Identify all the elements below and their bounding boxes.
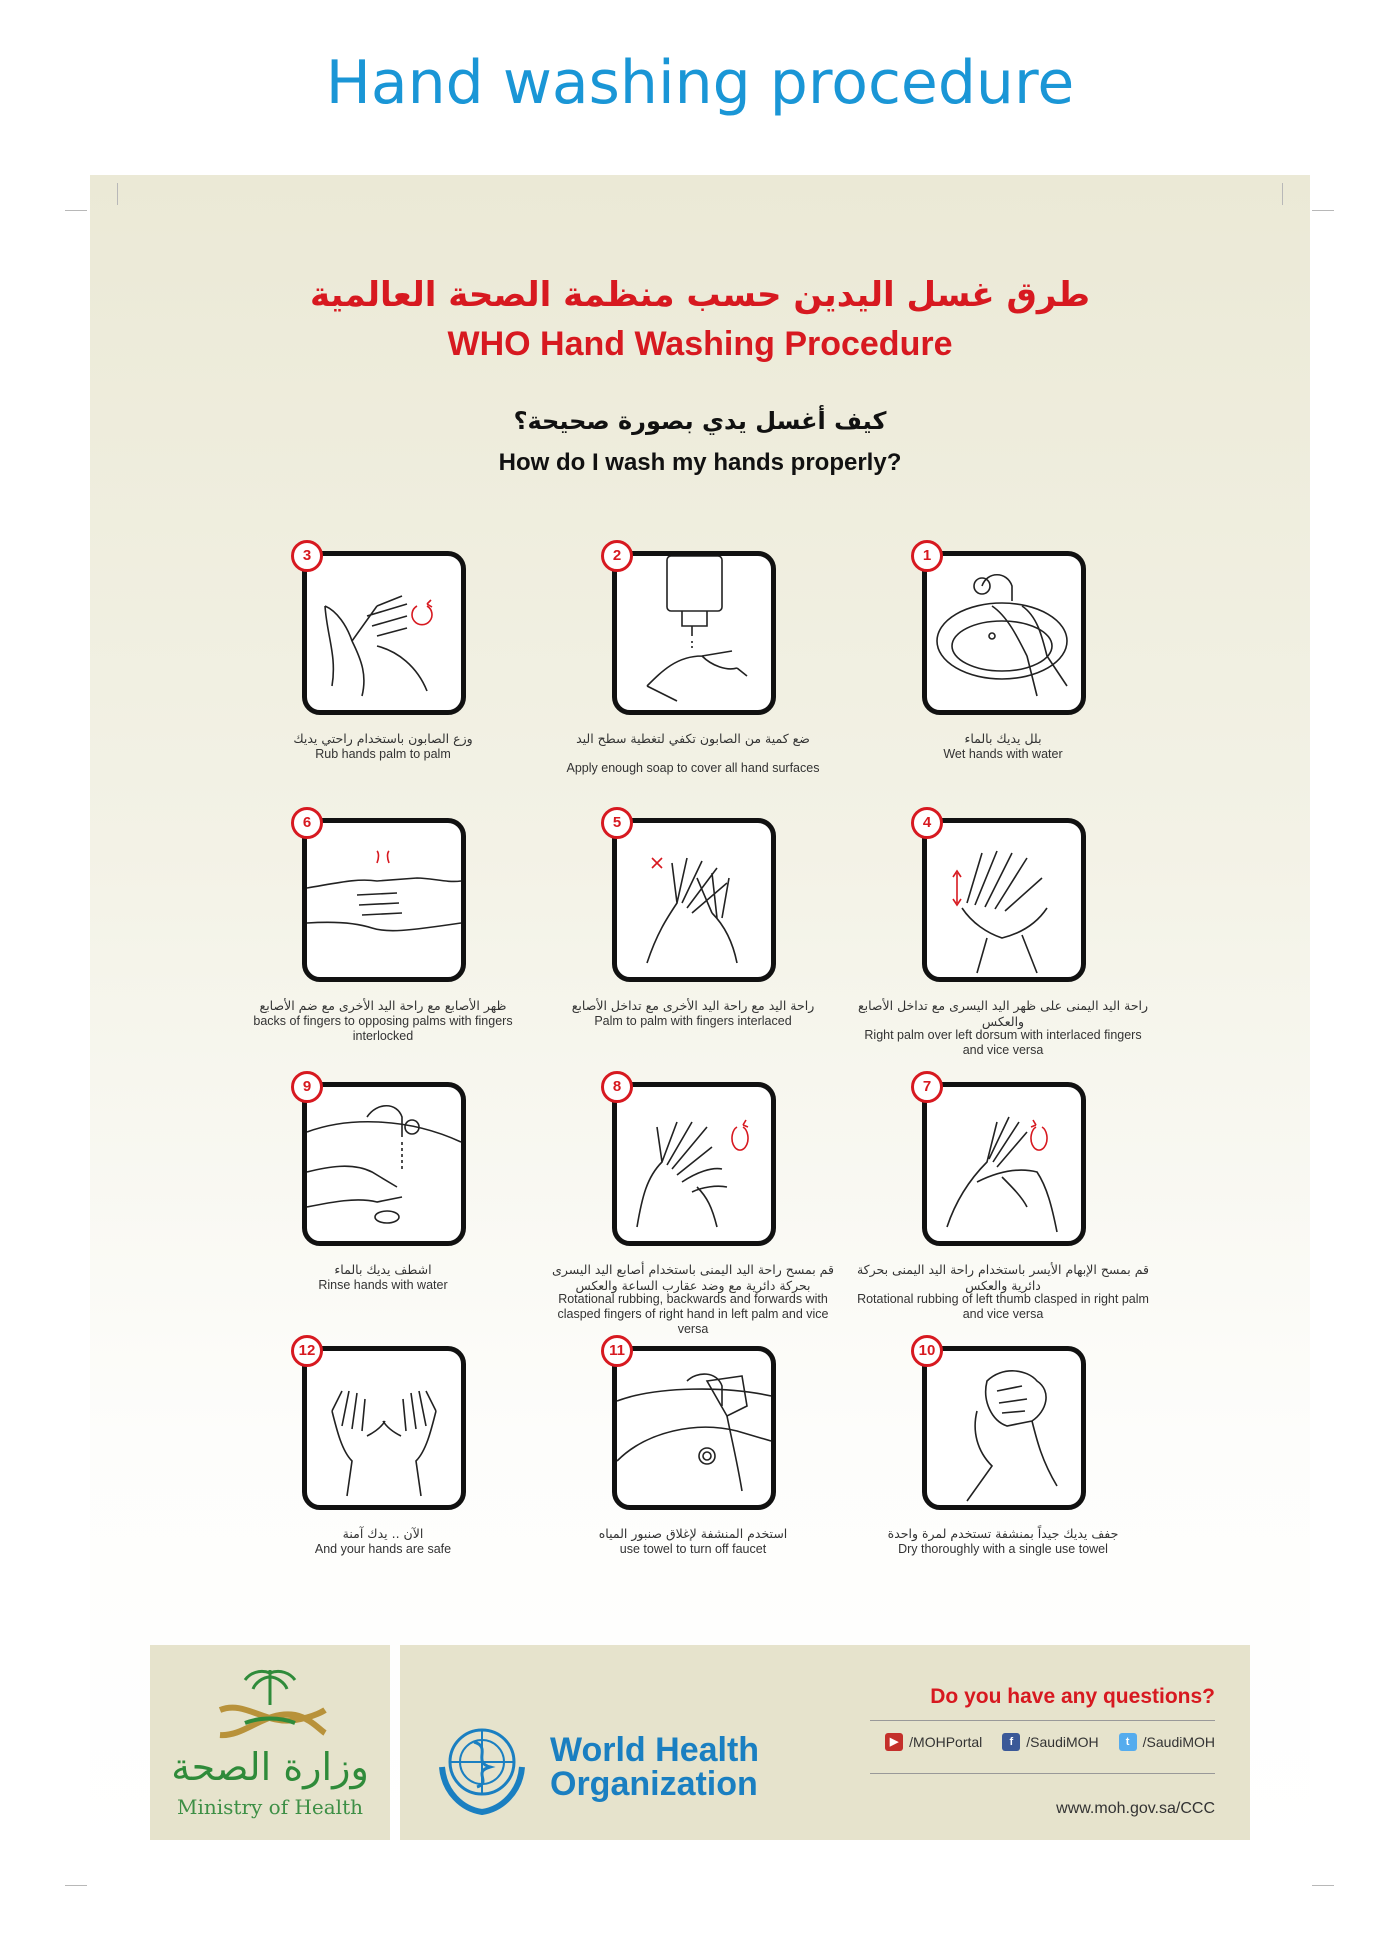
caption-arabic: ظهر الأصابع مع راحة اليد الأخرى مع ضم الأصابع bbox=[259, 998, 507, 1013]
title-arabic: طرق غسل اليدين حسب منظمة الصحة العالمية bbox=[309, 275, 1091, 315]
palm-over-dorsum-icon bbox=[922, 818, 1086, 982]
subtitle-arabic: كيف أغسل يدي بصورة صحيحة؟ bbox=[513, 407, 887, 435]
step-number: 4 bbox=[911, 807, 943, 839]
caption-english: Rub hands palm to palm bbox=[315, 747, 451, 761]
step-number: 1 bbox=[911, 540, 943, 572]
twitter-icon: t bbox=[1119, 1733, 1137, 1751]
caption-english: Dry thoroughly with a single use towel bbox=[898, 1542, 1108, 1556]
fingertips-rub-icon bbox=[612, 1082, 776, 1246]
crop-mark bbox=[1312, 210, 1334, 211]
caption-english: use towel to turn off faucet bbox=[619, 1542, 767, 1556]
caption-arabic: قم بمسح الإبهام الأيسر باستخدام راحة اليد اليمنى بحركة دائرية والعكس bbox=[856, 1262, 1150, 1293]
step-number: 5 bbox=[601, 807, 633, 839]
dry-towel-icon bbox=[922, 1346, 1086, 1510]
caption-arabic: راحة اليد اليمنى على ظهر اليد اليسرى مع تداخل الأصابع والعكس bbox=[857, 998, 1149, 1029]
caption-arabic: الآن .. يدك آمنة bbox=[342, 1526, 424, 1541]
who-name-line2: Organization bbox=[550, 1765, 758, 1803]
step-number: 7 bbox=[911, 1071, 943, 1103]
website-link[interactable]: www.moh.gov.sa/CCC bbox=[1056, 1800, 1215, 1817]
palm-to-palm-icon bbox=[302, 551, 466, 715]
step-number: 2 bbox=[601, 540, 633, 572]
twitter-link[interactable]: /SaudiMOH bbox=[1142, 1734, 1215, 1750]
step-number: 9 bbox=[291, 1071, 323, 1103]
caption-arabic: جفف يديك جيداً بمنشفة تستخدم لمرة واحدة bbox=[887, 1526, 1119, 1541]
caption-arabic: استخدم المنشفة لإغلاق صنبور المياه bbox=[598, 1526, 788, 1541]
towel-faucet-icon bbox=[612, 1346, 776, 1510]
step-number: 3 bbox=[291, 540, 323, 572]
caption-english: Rotational rubbing, backwards and forwards with clasped fingers of right hand in left palm and vice versa bbox=[557, 1292, 829, 1336]
who-name-line1: World Health bbox=[550, 1731, 760, 1769]
step-number: 12 bbox=[291, 1335, 323, 1367]
crop-mark bbox=[65, 210, 87, 211]
title-english: WHO Hand Washing Procedure bbox=[447, 325, 953, 363]
caption-english: Wet hands with water bbox=[943, 747, 1063, 761]
caption-arabic: بلل يديك بالماء bbox=[964, 731, 1042, 746]
fingers-interlaced-icon bbox=[612, 818, 776, 982]
divider bbox=[870, 1720, 1215, 1721]
rinse-hands-icon bbox=[302, 1082, 466, 1246]
step-number: 8 bbox=[601, 1071, 633, 1103]
moh-emblem-icon bbox=[205, 1665, 335, 1745]
crop-mark bbox=[65, 1885, 87, 1886]
youtube-link[interactable]: /MOHPortal bbox=[909, 1734, 983, 1750]
thumb-rub-icon bbox=[922, 1082, 1086, 1246]
caption-arabic: اشطف يديك بالماء bbox=[334, 1262, 432, 1277]
moh-name-arabic: وزارة الصحة bbox=[171, 1745, 369, 1789]
step-number: 10 bbox=[911, 1335, 943, 1367]
faucet-wet-hands-icon bbox=[922, 551, 1086, 715]
caption-english: Rinse hands with water bbox=[318, 1278, 448, 1292]
caption-english: Apply enough soap to cover all hand surfaces bbox=[566, 761, 820, 775]
caption-english: backs of fingers to opposing palms with fingers interlocked bbox=[253, 1014, 513, 1043]
step-number: 6 bbox=[291, 807, 323, 839]
caption-english: Right palm over left dorsum with interlaced fingers and vice versa bbox=[864, 1028, 1142, 1057]
crop-mark bbox=[117, 183, 118, 205]
caption-arabic: وزع الصابون باستخدام راحتي يديك bbox=[293, 731, 473, 746]
caption-english: And your hands are safe bbox=[314, 1542, 452, 1556]
moh-name-english: Ministry of Health bbox=[177, 1795, 363, 1819]
crop-mark bbox=[1282, 183, 1283, 205]
subtitle-english: How do I wash my hands properly? bbox=[498, 449, 902, 476]
questions-heading: Do you have any questions? bbox=[930, 1685, 1215, 1708]
facebook-link[interactable]: /SaudiMOH bbox=[1026, 1734, 1099, 1750]
who-name bbox=[550, 1733, 759, 1801]
who-emblem-icon bbox=[432, 1717, 532, 1817]
safe-hands-icon bbox=[302, 1346, 466, 1510]
caption-english: Palm to palm with fingers interlaced bbox=[594, 1014, 792, 1028]
page-title: Hand washing procedure bbox=[325, 48, 1075, 118]
contact-panel bbox=[400, 1645, 1250, 1840]
caption-arabic: راحة اليد مع راحة اليد الأخرى مع تداخل الأصابع bbox=[571, 998, 815, 1013]
soap-dispenser-icon bbox=[612, 551, 776, 715]
caption-arabic: قم بمسح راحة اليد اليمنى باستخدام أصابع اليد اليسرى بحركة دائرية مع وضد عقارب الساعة والعكس bbox=[552, 1262, 834, 1293]
step-number: 11 bbox=[601, 1335, 633, 1367]
fingers-interlocked-icon bbox=[302, 818, 466, 982]
moh-logo-panel bbox=[150, 1645, 390, 1840]
caption-arabic: ضع كمية من الصابون تكفي لتغطية سطح اليد bbox=[576, 731, 810, 746]
divider bbox=[870, 1773, 1215, 1774]
poster bbox=[90, 175, 1310, 1855]
youtube-icon: ▶ bbox=[885, 1733, 903, 1751]
crop-mark bbox=[1312, 1885, 1334, 1886]
caption-english: Rotational rubbing of left thumb clasped in right palm and vice versa bbox=[857, 1292, 1149, 1321]
facebook-icon: f bbox=[1002, 1733, 1020, 1751]
social-links bbox=[885, 1733, 1215, 1751]
